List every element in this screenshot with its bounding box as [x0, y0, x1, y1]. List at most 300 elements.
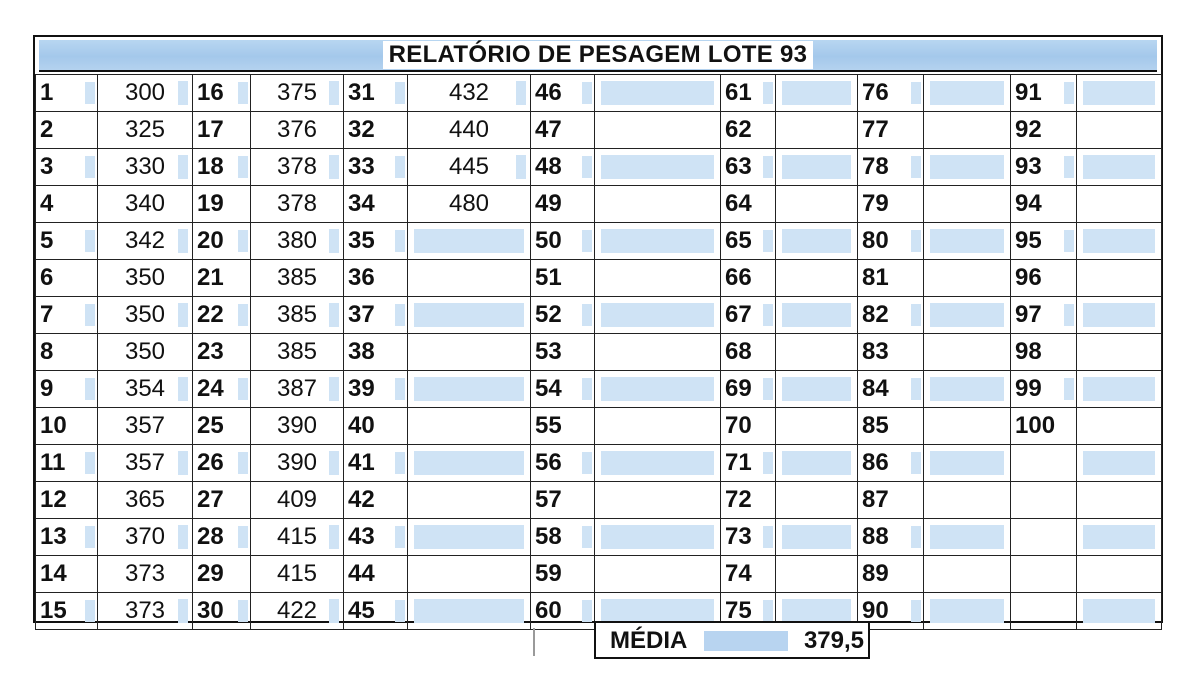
cell-shade: [911, 230, 921, 252]
weight-cell: [408, 445, 531, 482]
entry-number-cell: [36, 408, 98, 445]
entry-number-cell: [344, 593, 408, 630]
weight-cell: [595, 75, 721, 112]
weight-value: 342: [124, 227, 166, 254]
cell-shade: [85, 600, 95, 622]
weight-value: 350: [124, 264, 166, 291]
cell-shade: [238, 526, 248, 548]
entry-number-cell: [193, 556, 251, 593]
entry-number-cell: [1011, 75, 1077, 112]
cell-shade: [763, 526, 773, 548]
entry-number: 55: [535, 412, 562, 439]
weight-value: 378: [276, 153, 318, 180]
cell-shade: [85, 378, 95, 400]
entry-number-cell: [531, 75, 595, 112]
entry-number: 46: [535, 79, 562, 106]
entry-number: 98: [1015, 338, 1042, 365]
entry-number: 90: [862, 597, 889, 624]
entry-number-cell: [858, 482, 924, 519]
entry-number: 44: [348, 560, 375, 587]
entry-number-cell: [344, 482, 408, 519]
entry-number-cell: [721, 334, 776, 371]
weight-cell: [595, 112, 721, 149]
weight-cell: [595, 149, 721, 186]
entry-number-cell: [531, 297, 595, 334]
entry-number-cell: [721, 445, 776, 482]
cell-shade: [930, 525, 1004, 549]
weight-value: 440: [448, 116, 490, 143]
entry-number-cell: [344, 149, 408, 186]
weight-cell: [1077, 408, 1162, 445]
cell-shade: [329, 599, 339, 623]
cell-shade: [395, 230, 405, 252]
entry-number: 18: [197, 153, 224, 180]
entry-number: 35: [348, 227, 375, 254]
cell-shade: [782, 81, 851, 105]
cell-shade: [329, 303, 339, 327]
weight-value: 373: [124, 597, 166, 624]
entry-number-cell: [721, 297, 776, 334]
cell-shade: [1083, 377, 1155, 401]
weight-value: 330: [124, 153, 166, 180]
cell-shade: [238, 230, 248, 252]
entry-number: 94: [1015, 190, 1042, 217]
cell-shade: [601, 81, 714, 105]
weight-cell: [251, 186, 344, 223]
weight-cell: [924, 334, 1011, 371]
cell-divider-mark: [533, 628, 535, 656]
cell-shade: [911, 600, 921, 622]
entry-number-cell: [721, 408, 776, 445]
table-row: [36, 334, 1162, 371]
weight-cell: [408, 334, 531, 371]
entry-number-cell: [193, 223, 251, 260]
weight-cell: [924, 556, 1011, 593]
cell-shade: [1083, 81, 1155, 105]
weight-cell: [251, 334, 344, 371]
weight-cell: [251, 445, 344, 482]
table-row: [36, 297, 1162, 334]
entry-number: 19: [197, 190, 224, 217]
cell-shade: [930, 155, 1004, 179]
weight-cell: [595, 371, 721, 408]
cell-shade: [85, 230, 95, 252]
entry-number: 9: [40, 375, 54, 402]
weight-cell: [776, 408, 858, 445]
entry-number-cell: [531, 445, 595, 482]
weight-cell: [251, 223, 344, 260]
weight-cell: [1077, 371, 1162, 408]
entry-number-cell: [1011, 593, 1077, 630]
weight-cell: [924, 75, 1011, 112]
entry-number-cell: [531, 149, 595, 186]
entry-number: 74: [725, 560, 752, 587]
weight-cell: [98, 260, 193, 297]
cell-shade: [601, 525, 714, 549]
cell-shade: [238, 156, 248, 178]
entry-number: 80: [862, 227, 889, 254]
weight-cell: [924, 297, 1011, 334]
cell-shade: [763, 304, 773, 326]
cell-shade: [911, 526, 921, 548]
weight-cell: [1077, 186, 1162, 223]
weight-value: 357: [124, 412, 166, 439]
cell-shade: [582, 452, 592, 474]
cell-shade: [582, 304, 592, 326]
weight-value: 300: [124, 79, 166, 106]
cell-shade: [763, 600, 773, 622]
entry-number: 52: [535, 301, 562, 328]
weight-cell: [408, 149, 531, 186]
cell-shade: [601, 451, 714, 475]
entry-number: 78: [862, 153, 889, 180]
entry-number-cell: [531, 408, 595, 445]
entry-number: 53: [535, 338, 562, 365]
weight-cell: [98, 371, 193, 408]
cell-shade: [763, 156, 773, 178]
entry-number: 12: [40, 486, 67, 513]
cell-shade: [178, 451, 188, 475]
weight-cell: [98, 519, 193, 556]
cell-shade: [911, 378, 921, 400]
weight-value: 385: [276, 264, 318, 291]
cell-shade: [601, 229, 714, 253]
entry-number: 57: [535, 486, 562, 513]
entry-number-cell: [858, 408, 924, 445]
cell-shade: [85, 526, 95, 548]
entry-number-cell: [858, 371, 924, 408]
entry-number-cell: [721, 186, 776, 223]
cell-shade: [582, 600, 592, 622]
entry-number-cell: [193, 482, 251, 519]
entry-number: 70: [725, 412, 752, 439]
entry-number-cell: [721, 482, 776, 519]
entry-number: 14: [40, 560, 67, 587]
entry-number: 48: [535, 153, 562, 180]
weight-cell: [98, 334, 193, 371]
entry-number-cell: [193, 297, 251, 334]
weight-cell: [98, 408, 193, 445]
entry-number: 87: [862, 486, 889, 513]
entry-number: 93: [1015, 153, 1042, 180]
weight-cell: [595, 482, 721, 519]
weight-cell: [776, 334, 858, 371]
entry-number-cell: [721, 112, 776, 149]
entry-number: 17: [197, 116, 224, 143]
weight-value: 373: [124, 560, 166, 587]
weight-cell: [776, 149, 858, 186]
entry-number-cell: [193, 334, 251, 371]
weight-cell: [98, 593, 193, 630]
weight-value: 385: [276, 338, 318, 365]
entry-number: 85: [862, 412, 889, 439]
cell-shade: [930, 599, 1004, 623]
entry-number-cell: [36, 112, 98, 149]
entry-number-cell: [531, 556, 595, 593]
weight-cell: [595, 445, 721, 482]
weight-value: 365: [124, 486, 166, 513]
entry-number: 6: [40, 264, 54, 291]
entry-number-cell: [1011, 149, 1077, 186]
table-row: [36, 408, 1162, 445]
weight-cell: [1077, 334, 1162, 371]
entry-number: 45: [348, 597, 375, 624]
table-row: [36, 112, 1162, 149]
entry-number-cell: [858, 519, 924, 556]
weight-cell: [98, 112, 193, 149]
entry-number: 40: [348, 412, 375, 439]
weight-cell: [251, 75, 344, 112]
entry-number: 26: [197, 449, 224, 476]
entry-number-cell: [344, 75, 408, 112]
entry-number-cell: [1011, 556, 1077, 593]
weight-cell: [408, 223, 531, 260]
weight-value: 354: [124, 375, 166, 402]
cell-shade: [85, 304, 95, 326]
weight-cell: [776, 519, 858, 556]
cell-shade: [85, 452, 95, 474]
entry-number-cell: [344, 260, 408, 297]
entry-number-cell: [858, 75, 924, 112]
entry-number: 39: [348, 375, 375, 402]
weight-cell: [408, 593, 531, 630]
entry-number-cell: [193, 186, 251, 223]
entry-number: 38: [348, 338, 375, 365]
entry-number: 71: [725, 449, 752, 476]
entry-number: 73: [725, 523, 752, 550]
entry-number-cell: [531, 371, 595, 408]
weight-cell: [408, 186, 531, 223]
cell-shade: [238, 304, 248, 326]
entry-number: 31: [348, 79, 375, 106]
cell-shade: [763, 378, 773, 400]
entry-number-cell: [531, 223, 595, 260]
entry-number: 61: [725, 79, 752, 106]
weight-cell: [1077, 223, 1162, 260]
weight-cell: [776, 75, 858, 112]
weight-cell: [98, 556, 193, 593]
average-box: [594, 621, 870, 659]
entry-number-cell: [1011, 334, 1077, 371]
entry-number-cell: [193, 593, 251, 630]
entry-number-cell: [344, 112, 408, 149]
cell-shade: [238, 82, 248, 104]
weight-value: 385: [276, 301, 318, 328]
cell-shade: [238, 600, 248, 622]
entry-number: 95: [1015, 227, 1042, 254]
weight-cell: [924, 519, 1011, 556]
entry-number: 68: [725, 338, 752, 365]
cell-shade: [414, 303, 524, 327]
entry-number-cell: [36, 371, 98, 408]
entry-number: 72: [725, 486, 752, 513]
entry-number: 25: [197, 412, 224, 439]
cell-shade: [1083, 303, 1155, 327]
weight-cell: [98, 482, 193, 519]
cell-shade: [1083, 155, 1155, 179]
cell-shade: [178, 377, 188, 401]
cell-shade: [930, 81, 1004, 105]
weight-value: 415: [276, 523, 318, 550]
entry-number: 2: [40, 116, 54, 143]
entry-number: 75: [725, 597, 752, 624]
entry-number: 4: [40, 190, 54, 217]
weight-cell: [924, 149, 1011, 186]
entry-number-cell: [858, 260, 924, 297]
weight-value: 409: [276, 486, 318, 513]
entry-number-cell: [36, 297, 98, 334]
cell-shade: [911, 156, 921, 178]
weight-value: 387: [276, 375, 318, 402]
entry-number: 92: [1015, 116, 1042, 143]
cell-shade: [414, 377, 524, 401]
cell-shade: [930, 451, 1004, 475]
weight-value: 325: [124, 116, 166, 143]
entry-number: 65: [725, 227, 752, 254]
table-row: [36, 445, 1162, 482]
entry-number: 16: [197, 79, 224, 106]
weight-cell: [1077, 75, 1162, 112]
weight-value: 422: [276, 597, 318, 624]
weight-cell: [1077, 482, 1162, 519]
weight-cell: [251, 149, 344, 186]
entry-number: 36: [348, 264, 375, 291]
entry-number-cell: [193, 112, 251, 149]
average-label: MÉDIA: [610, 627, 688, 654]
cell-shade: [601, 155, 714, 179]
entry-number-cell: [858, 223, 924, 260]
cell-shade: [414, 599, 524, 623]
cell-shade: [582, 230, 592, 252]
cell-shade: [414, 229, 524, 253]
entry-number: 34: [348, 190, 375, 217]
entry-number-cell: [36, 519, 98, 556]
entry-number: 79: [862, 190, 889, 217]
entry-number: 88: [862, 523, 889, 550]
weight-cell: [776, 445, 858, 482]
cell-shade: [782, 303, 851, 327]
entry-number: 54: [535, 375, 562, 402]
weight-value: 370: [124, 523, 166, 550]
entry-number-cell: [193, 149, 251, 186]
entry-number-cell: [1011, 223, 1077, 260]
weight-cell: [776, 482, 858, 519]
cell-shade: [930, 303, 1004, 327]
entry-number: 7: [40, 301, 54, 328]
entry-number: 59: [535, 560, 562, 587]
weight-value: 432: [448, 79, 490, 106]
entry-number: 47: [535, 116, 562, 143]
entry-number-cell: [721, 556, 776, 593]
entry-number: 13: [40, 523, 67, 550]
table-row: [36, 556, 1162, 593]
table-row: [36, 75, 1162, 112]
entry-number-cell: [858, 297, 924, 334]
entry-number: 50: [535, 227, 562, 254]
weight-cell: [98, 297, 193, 334]
cell-shade: [782, 229, 851, 253]
cell-shade: [1064, 378, 1074, 400]
weight-cell: [595, 223, 721, 260]
weight-cell: [595, 334, 721, 371]
cell-shade: [1064, 82, 1074, 104]
weight-cell: [924, 260, 1011, 297]
cell-shade: [395, 526, 405, 548]
entry-number: 15: [40, 597, 67, 624]
weight-cell: [776, 112, 858, 149]
weight-cell: [924, 482, 1011, 519]
entry-number-cell: [36, 149, 98, 186]
entry-number-cell: [531, 593, 595, 630]
weight-cell: [776, 223, 858, 260]
weight-cell: [98, 186, 193, 223]
weight-value: 340: [124, 190, 166, 217]
weight-cell: [924, 371, 1011, 408]
entry-number: 30: [197, 597, 224, 624]
weighing-report: [33, 35, 1163, 623]
entry-number-cell: [858, 593, 924, 630]
report-title: RELATÓRIO DE PESAGEM LOTE 93: [383, 41, 814, 69]
entry-number: 62: [725, 116, 752, 143]
entry-number: 11: [40, 449, 66, 476]
cell-shade: [582, 156, 592, 178]
cell-shade: [395, 452, 405, 474]
cell-shade: [782, 155, 851, 179]
entry-number: 58: [535, 523, 562, 550]
entry-number-cell: [1011, 371, 1077, 408]
entry-number-cell: [1011, 297, 1077, 334]
weight-cell: [595, 297, 721, 334]
weight-cell: [98, 445, 193, 482]
entry-number-cell: [193, 371, 251, 408]
entry-number: 81: [862, 264, 889, 291]
cell-shade: [329, 377, 339, 401]
weight-cell: [924, 445, 1011, 482]
average-value: 379,5: [803, 627, 864, 654]
weight-cell: [408, 112, 531, 149]
entry-number: 76: [862, 79, 889, 106]
entry-number-cell: [858, 445, 924, 482]
entry-number-cell: [858, 186, 924, 223]
weight-cell: [595, 556, 721, 593]
table-row: [36, 519, 1162, 556]
cell-shade: [414, 451, 524, 475]
weight-cell: [595, 519, 721, 556]
weight-cell: [408, 408, 531, 445]
entry-number: 56: [535, 449, 562, 476]
entry-number-cell: [531, 112, 595, 149]
entry-number-cell: [858, 112, 924, 149]
average-shade: [704, 631, 788, 651]
weight-cell: [1077, 297, 1162, 334]
cell-shade: [1064, 230, 1074, 252]
entry-number-cell: [531, 519, 595, 556]
entry-number-cell: [344, 556, 408, 593]
weight-cell: [776, 260, 858, 297]
entry-number-cell: [1011, 519, 1077, 556]
entry-number: 60: [535, 597, 562, 624]
cell-shade: [414, 525, 524, 549]
cell-shade: [601, 303, 714, 327]
entry-number: 23: [197, 338, 224, 365]
entry-number: 84: [862, 375, 889, 402]
weight-cell: [251, 297, 344, 334]
entry-number-cell: [721, 75, 776, 112]
cell-shade: [516, 81, 526, 105]
cell-shade: [911, 82, 921, 104]
weight-cell: [408, 297, 531, 334]
weight-cell: [98, 223, 193, 260]
